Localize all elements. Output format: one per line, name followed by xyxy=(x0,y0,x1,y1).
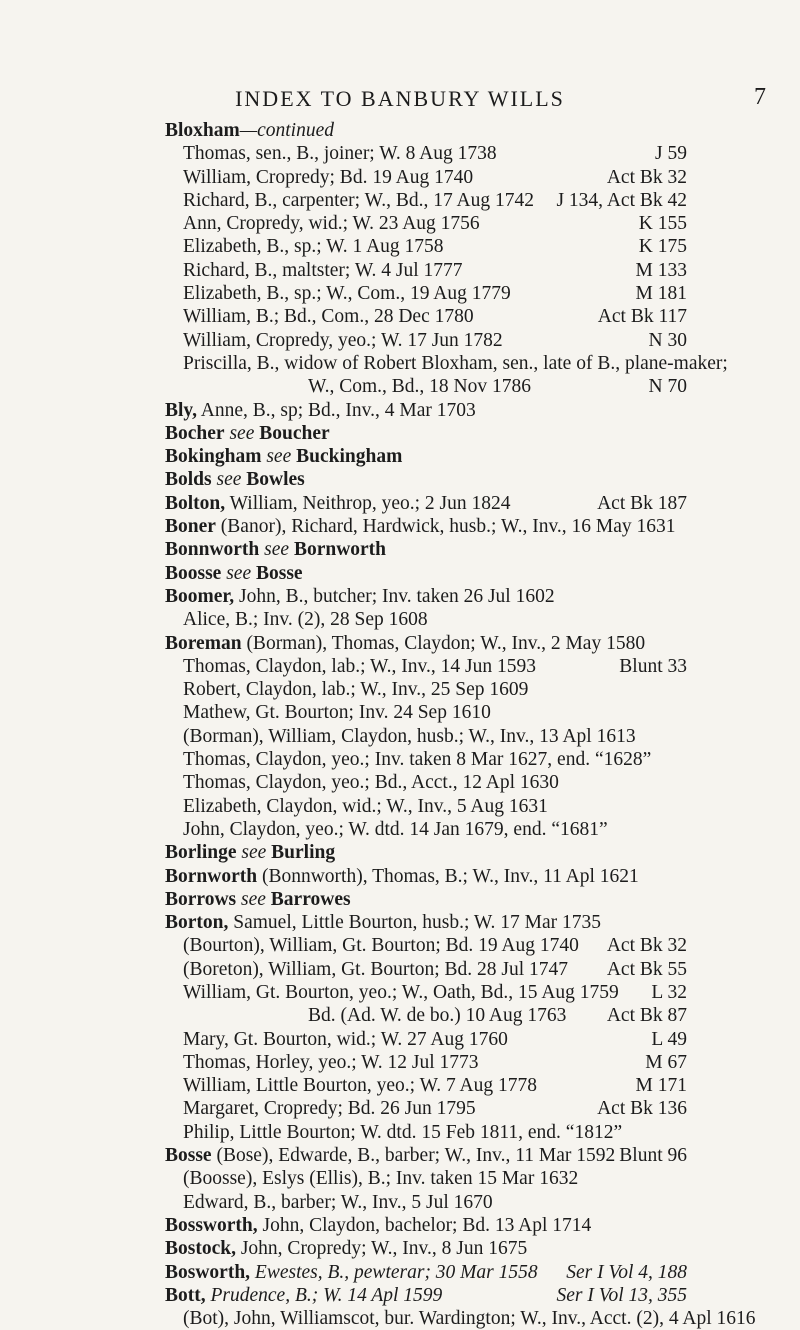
index-entry xyxy=(0,748,800,771)
entry-reference: Act Bk 136 xyxy=(597,1098,687,1120)
index-entry xyxy=(0,1167,800,1190)
entry-detail: (Borman), William, Claydon, husb.; W., Inv., 13 Apl 1613 xyxy=(183,725,636,747)
index-entry xyxy=(0,235,800,258)
entry-text xyxy=(165,911,601,934)
entry-detail: John, B., butcher; Inv. taken 26 Jul 1602 xyxy=(234,585,555,607)
entry-text xyxy=(165,1284,442,1307)
entry-text xyxy=(183,748,651,771)
entry-surname: Boner xyxy=(165,516,216,538)
entry-text xyxy=(183,212,480,235)
entry-reference: Blunt 96 xyxy=(619,1145,687,1167)
entry-detail: Thomas, Horley, yeo.; W. 12 Jul 1773 xyxy=(183,1051,479,1073)
index-entry xyxy=(0,888,800,911)
entry-detail: (Boreton), William, Gt. Bourton; Bd. 28 Jul 1747 xyxy=(183,958,569,980)
entry-surname: Boucher xyxy=(259,422,330,444)
index-entry xyxy=(0,865,800,888)
entry-reference: Act Bk 87 xyxy=(606,1005,687,1027)
entry-text xyxy=(183,1097,476,1120)
entry-text xyxy=(183,818,608,841)
entry-text xyxy=(183,795,548,818)
entry-text xyxy=(183,678,528,701)
index-entry xyxy=(0,934,800,957)
index-entry xyxy=(0,1028,800,1051)
entry-italic-text: see xyxy=(211,469,247,491)
entry-text xyxy=(165,562,303,585)
page-title: INDEX TO BANBURY WILLS xyxy=(235,86,565,111)
index-entry xyxy=(0,375,800,398)
entry-detail: (Bose), Edwarde, B., barber; W., Inv., 11 Mar 1592 xyxy=(211,1145,616,1167)
index-entry xyxy=(0,468,800,491)
entry-italic-text: Prudence, B.; W. 14 Apl 1599 xyxy=(205,1284,443,1306)
index-entry xyxy=(0,282,800,305)
entry-surname: Bornworth xyxy=(293,539,387,561)
index-entry xyxy=(0,142,800,165)
entry-surname: Bloxham xyxy=(165,120,240,141)
entry-text xyxy=(165,1261,538,1284)
entry-detail: (Boosse), Eslys (Ellis), B.; Inv. taken 15 Mar 1632 xyxy=(183,1168,579,1190)
entry-surname: Bocher xyxy=(165,422,225,444)
entry-detail: Samuel, Little Bourton, husb.; W. 17 Mar 1735 xyxy=(228,912,602,934)
entry-reference: Act Bk 55 xyxy=(606,958,687,980)
index-entry xyxy=(0,725,800,748)
index-entry xyxy=(0,1284,800,1307)
entry-detail: Alice, B.; Inv. (2), 28 Sep 1608 xyxy=(183,609,428,631)
entry-surname: Boreman xyxy=(165,632,242,654)
entry-detail: Elizabeth, Claydon, wid.; W., Inv., 5 Aug 1631 xyxy=(183,795,548,817)
entry-reference: N 70 xyxy=(648,376,687,398)
index-entry xyxy=(0,1121,800,1144)
index-entry xyxy=(0,259,800,282)
entry-detail: William, Little Bourton, yeo.; W. 7 Aug 1778 xyxy=(183,1075,537,1097)
entry-surname: Bostock, xyxy=(165,1238,236,1260)
index-entry xyxy=(0,608,800,631)
entry-surname: Borlinge xyxy=(165,842,237,864)
entry-surname: Borton, xyxy=(165,912,229,934)
entry-surname: Bossworth, xyxy=(165,1214,258,1236)
index-entry xyxy=(0,329,800,352)
entry-reference: L 32 xyxy=(651,981,687,1003)
entry-detail: John, Claydon, bachelor; Bd. 13 Apl 1714 xyxy=(257,1214,592,1236)
index-entry xyxy=(0,655,800,678)
entry-reference: Act Bk 32 xyxy=(606,935,687,957)
entry-surname: Bolds xyxy=(165,469,212,491)
index-entry xyxy=(0,515,800,538)
entry-text xyxy=(183,259,462,282)
index-entry xyxy=(0,1074,800,1097)
entry-text xyxy=(183,352,728,375)
entry-text xyxy=(165,399,476,422)
index-entry xyxy=(0,305,800,328)
index-entry xyxy=(0,492,800,515)
entry-reference: K 175 xyxy=(638,236,687,258)
entry-text xyxy=(183,655,536,678)
entry-text xyxy=(165,632,645,655)
entry-reference: Ser I Vol 4, 188 xyxy=(566,1261,687,1283)
entry-detail: William, B.; Bd., Com., 28 Dec 1780 xyxy=(183,306,474,328)
entry-detail: (Bourton), William, Gt. Bourton; Bd. 19 Aug 1740 xyxy=(183,935,579,957)
entry-text xyxy=(183,608,428,631)
index-entry xyxy=(0,771,800,794)
index-entry xyxy=(0,212,800,235)
index-entry xyxy=(0,1004,800,1027)
index-entry xyxy=(0,1261,800,1284)
entry-surname: Bott, xyxy=(165,1284,206,1306)
entry-detail: Robert, Claydon, lab.; W., Inv., 25 Sep 1609 xyxy=(183,679,529,701)
index-entries xyxy=(0,119,800,1330)
entry-text xyxy=(183,1028,508,1051)
entry-text xyxy=(183,934,579,957)
index-entry xyxy=(0,1307,800,1330)
entry-italic-text: Ewestes, B., pewterar; 30 Mar 1558 xyxy=(250,1261,538,1283)
entry-text xyxy=(183,725,636,748)
index-entry xyxy=(0,818,800,841)
entry-reference: Blunt 33 xyxy=(619,655,687,677)
index-entry xyxy=(0,1237,800,1260)
running-header xyxy=(0,86,800,116)
entry-text xyxy=(183,235,444,258)
entry-reference: J 59 xyxy=(655,143,687,165)
index-entry xyxy=(0,1214,800,1237)
entry-detail: Mary, Gt. Bourton, wid.; W. 27 Aug 1760 xyxy=(183,1028,508,1050)
entry-detail: Mathew, Gt. Bourton; Inv. 24 Sep 1610 xyxy=(183,702,491,724)
entry-text xyxy=(165,445,402,468)
entry-text xyxy=(183,1167,578,1190)
entry-detail: Elizabeth, B., sp.; W., Com., 19 Aug 1779 xyxy=(183,283,511,305)
entry-text xyxy=(165,119,334,142)
index-entry xyxy=(0,981,800,1004)
entry-text xyxy=(183,771,559,794)
entry-reference: J 134, Act Bk 42 xyxy=(556,189,687,211)
entry-text xyxy=(183,282,511,305)
entry-text xyxy=(165,515,676,538)
index-entry xyxy=(0,562,800,585)
entry-detail: Thomas, Claydon, yeo.; Bd., Acct., 12 Apl 1630 xyxy=(183,772,559,794)
index-entry xyxy=(0,1144,800,1167)
index-entry xyxy=(0,701,800,724)
index-entry xyxy=(0,1191,800,1214)
entry-detail: Thomas, sen., B., joiner; W. 8 Aug 1738 xyxy=(183,143,497,165)
entry-surname: Boosse xyxy=(165,562,222,584)
index-entry xyxy=(0,1051,800,1074)
entry-surname: Buckingham xyxy=(296,446,403,468)
entry-text xyxy=(165,585,555,608)
entry-italic-text: see xyxy=(221,562,256,584)
entry-surname: Bornworth xyxy=(165,865,258,887)
index-entry xyxy=(0,678,800,701)
entry-text xyxy=(183,1307,756,1330)
entry-detail: William, Gt. Bourton, yeo.; W., Oath, Bd., 15 Aug 1759 xyxy=(183,981,619,1003)
entry-detail: Anne, B., sp; Bd., Inv., 4 Mar 1703 xyxy=(196,399,476,421)
entry-text xyxy=(165,841,335,864)
entry-detail: Richard, B., carpenter; W., Bd., 17 Aug 1742 xyxy=(183,189,534,211)
entry-surname: Burling xyxy=(271,842,336,864)
entry-text xyxy=(165,1144,615,1167)
entry-text xyxy=(165,422,330,445)
entry-reference: M 67 xyxy=(645,1051,687,1073)
entry-detail: Philip, Little Bourton; W. dtd. 15 Feb 1811, end. “1812” xyxy=(183,1121,623,1143)
entry-italic-text: —continued xyxy=(239,120,334,141)
entry-text xyxy=(183,189,534,212)
entry-detail: Margaret, Cropredy; Bd. 26 Jun 1795 xyxy=(183,1098,476,1120)
entry-text xyxy=(165,538,386,561)
entry-reference: Act Bk 32 xyxy=(606,166,687,188)
entry-reference: K 155 xyxy=(638,213,687,235)
entry-detail: W., Com., Bd., 18 Nov 1786 xyxy=(308,376,532,398)
entry-surname: Bosse xyxy=(256,562,303,584)
index-entry xyxy=(0,911,800,934)
entry-detail: William, Cropredy, yeo.; W. 17 Jun 1782 xyxy=(183,329,503,351)
entry-italic-text: see xyxy=(259,539,294,561)
entry-surname: Bokingham xyxy=(165,446,262,468)
entry-detail: William, Neithrop, yeo.; 2 Jun 1824 xyxy=(225,492,511,514)
entry-italic-text: see xyxy=(236,842,272,864)
index-entry xyxy=(0,538,800,561)
entry-italic-text: see xyxy=(224,422,260,444)
entry-detail: Priscilla, B., widow of Robert Bloxham, sen., late of B., plane-maker; xyxy=(183,352,728,374)
index-entry xyxy=(0,841,800,864)
entry-text xyxy=(183,1074,537,1097)
entry-surname: Borrows xyxy=(165,888,237,910)
index-entry xyxy=(0,119,800,142)
entry-surname: Bosworth, xyxy=(165,1261,251,1283)
entry-surname: Bolton, xyxy=(165,492,226,514)
entry-text xyxy=(165,492,511,515)
entry-detail: (Banor), Richard, Hardwick, husb.; W., Inv., 16 May 1631 xyxy=(215,516,676,538)
page-number: 7 xyxy=(754,84,766,110)
entry-text xyxy=(165,888,351,911)
entry-surname: Bowles xyxy=(246,469,305,491)
entry-detail: Ann, Cropredy, wid.; W. 23 Aug 1756 xyxy=(183,213,480,235)
entry-reference: L 49 xyxy=(651,1028,687,1050)
entry-text xyxy=(183,142,497,165)
entry-text xyxy=(165,1214,591,1237)
index-entry xyxy=(0,166,800,189)
index-entry xyxy=(0,1097,800,1120)
entry-detail: Thomas, Claydon, yeo.; Inv. taken 8 Mar 1627, end. “1628” xyxy=(183,749,652,771)
index-entry xyxy=(0,632,800,655)
entry-surname: Bosse xyxy=(165,1145,212,1167)
entry-reference: Act Bk 117 xyxy=(597,306,687,328)
entry-detail: Richard, B., maltster; W. 4 Jul 1777 xyxy=(183,259,463,281)
index-entry xyxy=(0,958,800,981)
entry-surname: Bly, xyxy=(165,399,197,421)
entry-text xyxy=(308,375,531,398)
entry-text xyxy=(165,468,305,491)
entry-detail: Thomas, Claydon, lab.; W., Inv., 14 Jun 1593 xyxy=(183,655,536,677)
entry-reference: M 171 xyxy=(635,1075,687,1097)
entry-text xyxy=(183,1191,493,1214)
entry-italic-text: see xyxy=(236,888,271,910)
entry-text xyxy=(183,701,491,724)
entry-surname: Bonnworth xyxy=(165,539,260,561)
index-entry xyxy=(0,585,800,608)
entry-reference: Ser I Vol 13, 355 xyxy=(556,1284,687,1306)
entry-text xyxy=(183,958,568,981)
entry-text xyxy=(183,981,619,1004)
entry-surname: Boomer, xyxy=(165,585,235,607)
entry-detail: John, Cropredy; W., Inv., 8 Jun 1675 xyxy=(235,1238,528,1260)
entry-reference: M 133 xyxy=(635,259,687,281)
entry-reference: Act Bk 187 xyxy=(597,492,687,514)
index-entry xyxy=(0,422,800,445)
entry-text xyxy=(183,1121,622,1144)
entry-text xyxy=(183,1051,479,1074)
entry-detail: Bd. (Ad. W. de bo.) 10 Aug 1763 xyxy=(308,1005,567,1027)
entry-detail: William, Cropredy; Bd. 19 Aug 1740 xyxy=(183,166,474,188)
entry-detail: (Bonnworth), Thomas, B.; W., Inv., 11 Apl 1621 xyxy=(257,865,639,887)
entry-surname: Barrowes xyxy=(270,888,351,910)
entry-detail: Edward, B., barber; W., Inv., 5 Jul 1670 xyxy=(183,1191,493,1213)
entry-text xyxy=(165,865,639,888)
entry-reference: N 30 xyxy=(648,329,687,351)
entry-text xyxy=(183,166,473,189)
index-entry xyxy=(0,189,800,212)
index-entry xyxy=(0,445,800,468)
entry-detail: John, Claydon, yeo.; W. dtd. 14 Jan 1679, end. “1681” xyxy=(183,818,608,840)
entry-detail: Elizabeth, B., sp.; W. 1 Aug 1758 xyxy=(183,236,444,258)
index-entry xyxy=(0,795,800,818)
entry-detail: (Bot), John, Williamscot, bur. Wardington; W., Inv., Acct. (2), 4 Apl 1616 xyxy=(183,1308,756,1330)
entry-detail: (Borman), Thomas, Claydon; W., Inv., 2 May 1580 xyxy=(241,632,646,654)
index-entry xyxy=(0,352,800,375)
index-entry xyxy=(0,399,800,422)
entry-reference: M 181 xyxy=(635,283,687,305)
entry-text xyxy=(183,329,503,352)
entry-text xyxy=(183,305,474,328)
entry-text xyxy=(165,1237,527,1260)
entry-text xyxy=(308,1004,566,1027)
entry-italic-text: see xyxy=(261,446,297,468)
